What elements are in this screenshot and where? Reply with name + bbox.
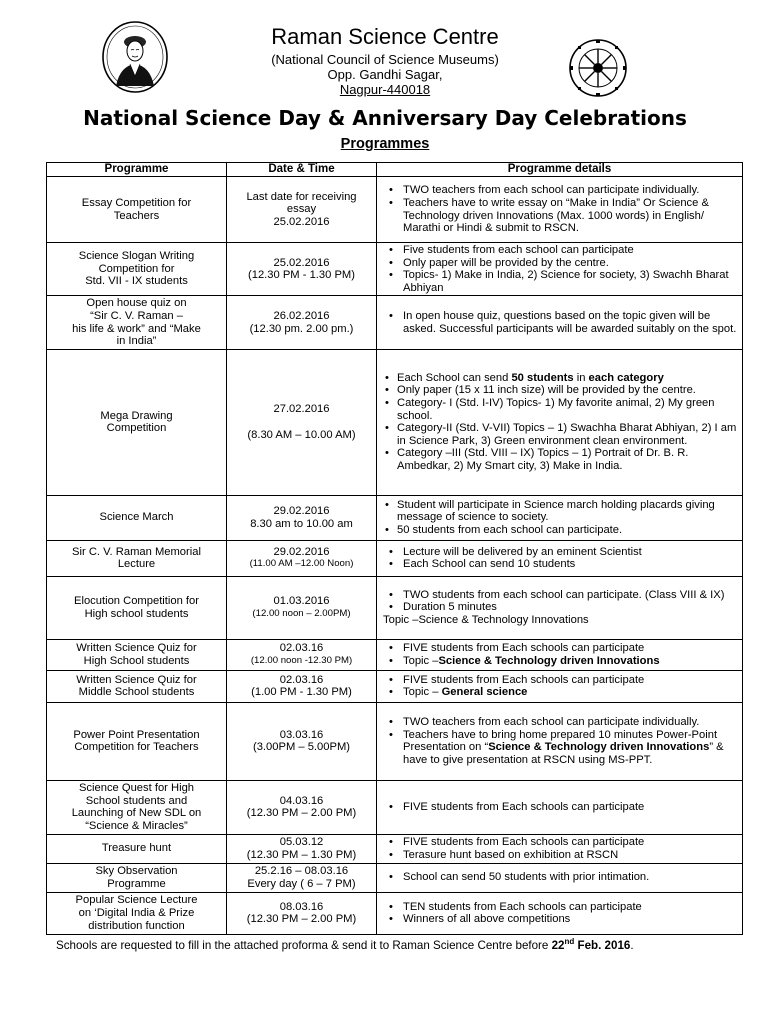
detail-item: • Only paper (15 x 11 inch size) will be provided by the centre. (383, 384, 739, 397)
page-header (0, 20, 770, 100)
detail-item: • FIVE students from Each schools can participate (383, 801, 739, 814)
detail-item: • Topic –Science & Technology driven Innovations (383, 655, 739, 668)
ncsm-seal-logo (566, 36, 630, 100)
org-affiliation: (National Council of Science Museums) (271, 52, 499, 67)
date-cell (227, 670, 377, 702)
detail-item: • 50 students from each school can participate. (383, 524, 739, 537)
programme-text: “Sir C. V. Raman – (90, 309, 183, 322)
table-row (47, 834, 743, 863)
date-text: (12.30 PM – 1.30 PM) (246, 848, 357, 861)
date-text: (12.00 noon -12.30 PM) (250, 654, 353, 666)
table-row (47, 780, 743, 834)
date-cell (227, 540, 377, 576)
programme-text: Science Slogan Writing (78, 250, 195, 263)
details-cell (377, 495, 743, 540)
date-text: 04.03.16 (279, 794, 324, 807)
footer-note: Schools are requested to fill in the attached proforma & send it to Raman Science Centre before 22nd Feb. 2016. (56, 937, 634, 952)
programme-text: Treasure hunt (101, 842, 172, 855)
details-cell (377, 834, 743, 863)
date-text: (12.30 PM – 2.00 PM) (246, 913, 357, 926)
section-heading: Programmes (340, 136, 430, 152)
date-text: 29.02.2016 (273, 545, 330, 558)
date-text: 25.2.16 – 08.03.16 (254, 865, 349, 878)
date-text: 26.02.2016 (273, 309, 330, 322)
org-name: Raman Science Centre (271, 24, 499, 49)
programme-text: Sir C. V. Raman Memorial (72, 545, 201, 558)
date-cell (227, 892, 377, 934)
date-cell (227, 576, 377, 639)
date-text: (12.30 PM - 1.30 PM) (248, 269, 355, 282)
date-text: (12.30 PM – 2.00 PM) (246, 807, 357, 820)
date-text: 25.02.2016 (273, 256, 330, 269)
detail-item: • Teachers have to bring home prepared 10 minutes Power-Point Presentation on “Science & Technology driven Innovations” & have to give presentation at RSCN using MS-PPT. (383, 729, 739, 767)
programme-text: Programme (107, 877, 166, 890)
table-row (47, 863, 743, 892)
detail-item: • Lecture will be delivered by an eminent Scientist (383, 546, 739, 559)
page-title: National Science Day & Anniversary Day Celebrations (83, 106, 687, 130)
details-cell (377, 670, 743, 702)
detail-item: • Student will participate in Science march holding placards giving message of science to society. (383, 499, 739, 524)
org-city-line: Nagpur-440018 (339, 82, 431, 97)
programme-text: Popular Science Lecture (75, 894, 198, 907)
date-text: 02.03.16 (279, 673, 324, 686)
date-cell (227, 780, 377, 834)
table-row (47, 639, 743, 670)
date-text: Last date for receiving (246, 190, 357, 203)
detail-item: • Terasure hunt based on exhibition at RSCN (383, 849, 739, 862)
details-cell (377, 780, 743, 834)
col-header-date-time: Date & Time (227, 163, 377, 177)
col-header-details: Programme details (377, 163, 743, 177)
table-header-row (47, 163, 743, 177)
date-text: (11.00 AM –12.00 Noon) (249, 558, 354, 570)
programme-text: Launching of New SDL on (71, 807, 202, 820)
date-text: essay (286, 203, 317, 216)
date-cell (227, 296, 377, 349)
details-cell (377, 576, 743, 639)
date-text: (12.30 pm. 2.00 pm.) (249, 322, 354, 335)
footer-text: Schools are requested to fill in the attached proforma & send it to Raman Science Centre before (56, 938, 552, 952)
date-cell (227, 863, 377, 892)
date-text: (12.00 noon – 2.00PM) (252, 607, 351, 619)
details-cell (377, 540, 743, 576)
programme-cell (47, 670, 227, 702)
detail-item: • Each School can send 10 students (383, 558, 739, 571)
date-text: 02.03.16 (279, 642, 324, 655)
detail-item: • Category- I (Std. I-IV) Topics- 1) My favorite animal, 2) My green school. (383, 397, 739, 422)
programme-cell (47, 892, 227, 934)
date-text: Every day ( 6 – 7 PM) (247, 877, 356, 890)
programme-text: Essay Competition for (81, 196, 192, 209)
table-row (47, 495, 743, 540)
detail-item: • Teachers have to write essay on “Make in India” Or Science & Technology driven Innovations (Max. 1000 words) in English/ Marathi or Hindi & submit to RSCN. (383, 197, 739, 235)
date-text: 03.03.16 (279, 728, 324, 741)
programme-cell (47, 495, 227, 540)
detail-item: • FIVE students from Each schools can participate (383, 674, 739, 687)
detail-item: • FIVE students from Each schools can participate (383, 836, 739, 849)
detail-item: • Five students from each school can participate (383, 244, 739, 257)
detail-item: • Only paper will be provided by the centre. (383, 257, 739, 270)
table-row (47, 702, 743, 780)
table-row (47, 349, 743, 495)
col-header-programme: Programme (47, 163, 227, 177)
programme-text: Lecture (117, 558, 156, 571)
date-cell (227, 349, 377, 495)
programme-text: “Science & Miracles” (85, 819, 188, 832)
programme-text: on ‘Digital India & Prize (78, 906, 195, 919)
date-cell (227, 834, 377, 863)
detail-item: • Category-II (Std. V-VII) Topics – 1) Swachha Bharat Abhiyan, 2) I am in Science Park, 3) Green environment clean environment. (383, 422, 739, 447)
footer-deadline: 22nd Feb. 2016 (551, 937, 631, 952)
date-text: 05.03.12 (279, 836, 324, 849)
programme-cell (47, 296, 227, 349)
detail-item: • School can send 50 students with prior intimation. (383, 871, 739, 884)
programme-cell (47, 243, 227, 296)
programme-text: Middle School students (78, 686, 195, 699)
programme-text: distribution function (88, 919, 185, 932)
details-cell (377, 892, 743, 934)
date-cell (227, 243, 377, 296)
programme-text: Power Point Presentation (73, 728, 200, 741)
org-address-line: Opp. Gandhi Sagar, (327, 67, 443, 82)
date-cell (227, 702, 377, 780)
date-text: (3.00PM – 5.00PM) (252, 741, 350, 754)
table-row (47, 177, 743, 243)
programme-text: School students and (85, 794, 188, 807)
detail-item: • TWO teachers from each school can participate individually. (383, 184, 739, 197)
table-row (47, 892, 743, 934)
programme-text: High School students (83, 654, 190, 667)
programme-cell (47, 863, 227, 892)
date-text: 29.02.2016 (273, 505, 330, 518)
details-cell (377, 702, 743, 780)
date-cell (227, 177, 377, 243)
detail-item: • FIVE students from Each schools can participate (383, 642, 739, 655)
programme-cell (47, 177, 227, 243)
detail-item: • TEN students from Each schools can participate (383, 901, 739, 914)
detail-item: • Winners of all above competitions (383, 913, 739, 926)
programme-text: Written Science Quiz for (76, 642, 197, 655)
detail-item: • Topics- 1) Make in India, 2) Science for society, 3) Swachh Bharat Abhiyan (383, 269, 739, 294)
topic-line: Topic –Science & Technology Innovations (383, 614, 589, 627)
programme-table (46, 162, 743, 935)
details-cell (377, 177, 743, 243)
date-cell (227, 639, 377, 670)
date-text: 01.03.2016 (273, 595, 330, 608)
programme-text: Teachers (113, 209, 160, 222)
details-cell (377, 349, 743, 495)
detail-item: • In open house quiz, questions based on the topic given will be asked. Successful participants will be awarded suitably on the spot. (383, 310, 739, 335)
table-row (47, 540, 743, 576)
detail-item: • TWO students from each school can participate. (Class VIII & IX) (383, 589, 739, 602)
programme-text: Written Science Quiz for (76, 673, 197, 686)
date-text: 27.02.2016 (273, 403, 330, 416)
programme-cell (47, 349, 227, 495)
detail-item: • Topic – General science (383, 686, 739, 699)
details-cell (377, 639, 743, 670)
programme-cell (47, 576, 227, 639)
programme-cell (47, 702, 227, 780)
programme-text: Competition for Teachers (74, 741, 199, 754)
programme-text: Competition for (98, 262, 175, 275)
programme-text: in India” (116, 335, 157, 348)
programme-text: Science March (99, 511, 174, 524)
date-text: 25.02.2016 (273, 215, 330, 228)
programme-text: his life & work” and “Make (72, 322, 201, 335)
detail-item: • Each School can send 50 students in each category (383, 372, 739, 385)
programme-cell (47, 540, 227, 576)
programme-text: Mega Drawing (100, 409, 173, 422)
programme-cell (47, 639, 227, 670)
table-row (47, 576, 743, 639)
programme-text: High school students (84, 607, 189, 620)
table-row (47, 296, 743, 349)
details-cell (377, 863, 743, 892)
date-text: (8.30 AM – 10.00 AM) (247, 428, 356, 441)
programme-cell (47, 780, 227, 834)
programme-text: Elocution Competition for (74, 595, 199, 608)
date-text: 08.03.16 (279, 900, 324, 913)
detail-item: • Duration 5 minutes (383, 601, 739, 614)
programme-cell (47, 834, 227, 863)
date-text: 8.30 am to 10.00 am (250, 517, 353, 530)
programme-text: Science Quest for High (78, 782, 195, 795)
programme-text: Sky Observation (95, 865, 178, 878)
details-cell (377, 243, 743, 296)
programme-text: Std. VII - IX students (85, 275, 188, 288)
details-cell (377, 296, 743, 349)
programme-text: Open house quiz on (86, 297, 187, 310)
date-text: (1.00 PM - 1.30 PM) (251, 686, 352, 699)
detail-item: • Category –III (Std. VIII – IX) Topics – 1) Portrait of Dr. B. R. Ambedkar, 2) My Smart city, 3) Make in India. (383, 447, 739, 472)
detail-item: • TWO teachers from each school can participate individually. (383, 716, 739, 729)
table-row (47, 670, 743, 702)
programme-text: Competition (106, 422, 167, 435)
date-cell (227, 495, 377, 540)
table-row (47, 243, 743, 296)
